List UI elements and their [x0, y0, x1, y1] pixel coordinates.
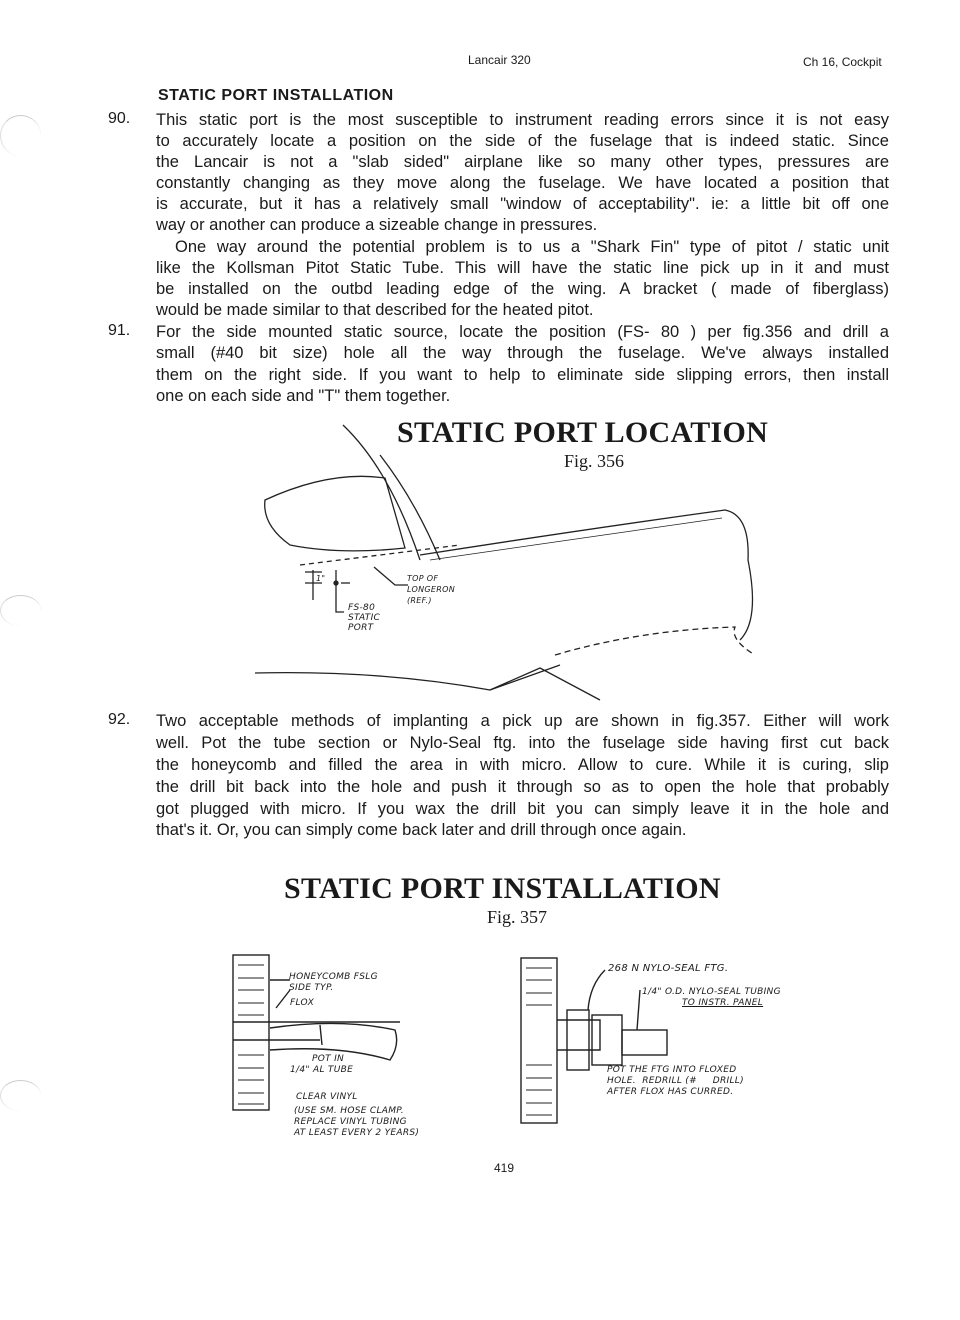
label-line: FS-80 [348, 603, 376, 613]
text-line: well. Pot the tube section or Nylo-Seal ftg. into the fuselage side having first cut back [156, 734, 889, 752]
text-line: one on each side and "T" them together. [156, 387, 451, 405]
al-tube-label [290, 1054, 353, 1076]
label-line: SIDE TYP. [289, 983, 334, 993]
label-line: POT IN [312, 1054, 345, 1064]
text-line: Two acceptable methods of implanting a pick up are shown in fig.357. Either will work [156, 712, 889, 730]
text-line: This static port is the most susceptible to instrument reading errors since it is not easy [156, 111, 889, 129]
label-line: HOLE. REDRILL (# DRILL) [607, 1076, 744, 1086]
static-port-label [348, 603, 380, 633]
text-line: is accurate, but it has a relatively small "window of acceptability". ie: a little bit off one [156, 195, 889, 213]
pot-fitting-note [607, 1065, 744, 1098]
paragraph-number: 90. [108, 110, 131, 127]
label-line: POT THE FTG INTO FLOXED [607, 1065, 737, 1075]
label-line: (REF.) [407, 596, 432, 605]
label-line: HONEYCOMB FSLG [289, 972, 378, 982]
text-line: them on the right side. If you want to help to eliminate side slipping errors, then install [156, 366, 889, 384]
figure-357-caption: Fig. 357 [487, 907, 548, 927]
label-line: AT LEAST EVERY 2 YEARS) [294, 1128, 420, 1138]
page-number: 419 [494, 1161, 515, 1175]
header-doc-title: Lancair 320 [468, 53, 531, 67]
paragraph-number: 91. [108, 322, 131, 339]
label-line: TOP OF [407, 574, 439, 583]
figure-356-caption: Fig. 356 [564, 451, 625, 471]
text-line: got plugged with micro. If you wax the drill bit you can simply leave it in the hole and [156, 800, 889, 818]
flox-label: FLOX [290, 998, 315, 1008]
label-line: TO INSTR. PANEL [682, 998, 764, 1008]
label-line: LONGERON [407, 585, 455, 594]
punch-hole-mark [0, 115, 41, 156]
text-line: be installed on the outbd leading edge of the wing. A bracket ( made of fiberglass) [156, 280, 889, 298]
figure-357-title: STATIC PORT INSTALLATION [284, 872, 721, 905]
clear-vinyl-label: CLEAR VINYL [296, 1092, 358, 1102]
label-line: STATIC [348, 613, 381, 623]
label-line: AFTER FLOX HAS CURRED. [607, 1087, 734, 1097]
paragraph-number: 92. [108, 711, 131, 728]
text-line: constantly changing as they move along the fuselage. We have located a position that [156, 174, 889, 192]
section-heading: STATIC PORT INSTALLATION [158, 87, 394, 104]
longeron-label [407, 573, 455, 606]
text-line: would be made similar to that described for the heated pitot. [156, 301, 594, 319]
text-line: like the Kollsman Pitot Static Tube. This will have the static line pick up in it and must [156, 259, 889, 277]
figure-356-title: STATIC PORT LOCATION [397, 416, 769, 449]
text-line: to accurately locate a position on the side of the fuselage that is indeed static. Since [156, 132, 889, 150]
punch-hole-mark [0, 1080, 41, 1111]
text-line: the Lancair is not a "slab sided" airplane like so many other types, pressures are [156, 153, 889, 171]
tubing-label [642, 987, 781, 1009]
text-line: the honeycomb and filled the area in with micro. Allow to cure. While it is curing, slip [156, 756, 889, 774]
text-line: way or another can produce a sizeable change in pressures. [156, 216, 598, 234]
label-line: 1/4" AL TUBE [290, 1065, 354, 1075]
label-line: REPLACE VINYL TUBING [294, 1117, 407, 1127]
text-line: the drill bit back into the hole and push it through so as to open the hole that probably [156, 778, 889, 796]
text-line: small (#40 bit size) hole all the way through the fuselage. We've always installed [156, 344, 889, 362]
text-line: that's it. Or, you can simply come back later and drill through once again. [156, 821, 687, 839]
punch-hole-mark [0, 595, 41, 626]
header-chapter: Ch 16, Cockpit [803, 55, 882, 69]
honeycomb-label [289, 972, 378, 994]
label-line: PORT [348, 623, 374, 633]
label-line: 1/4" O.D. NYLO-SEAL TUBING [642, 987, 781, 997]
text-line: For the side mounted static source, locate the position (FS- 80 ) per fig.356 and drill a [156, 323, 889, 341]
label-line: (USE SM. HOSE CLAMP. [294, 1106, 404, 1116]
fitting-label: 268 N NYLO-SEAL FTG. [608, 963, 729, 974]
text-line: One way around the potential problem is to us a "Shark Fin" type of pitot / static unit [175, 238, 889, 256]
dimension-label: 1" [316, 574, 326, 583]
hose-clamp-note [294, 1106, 419, 1139]
